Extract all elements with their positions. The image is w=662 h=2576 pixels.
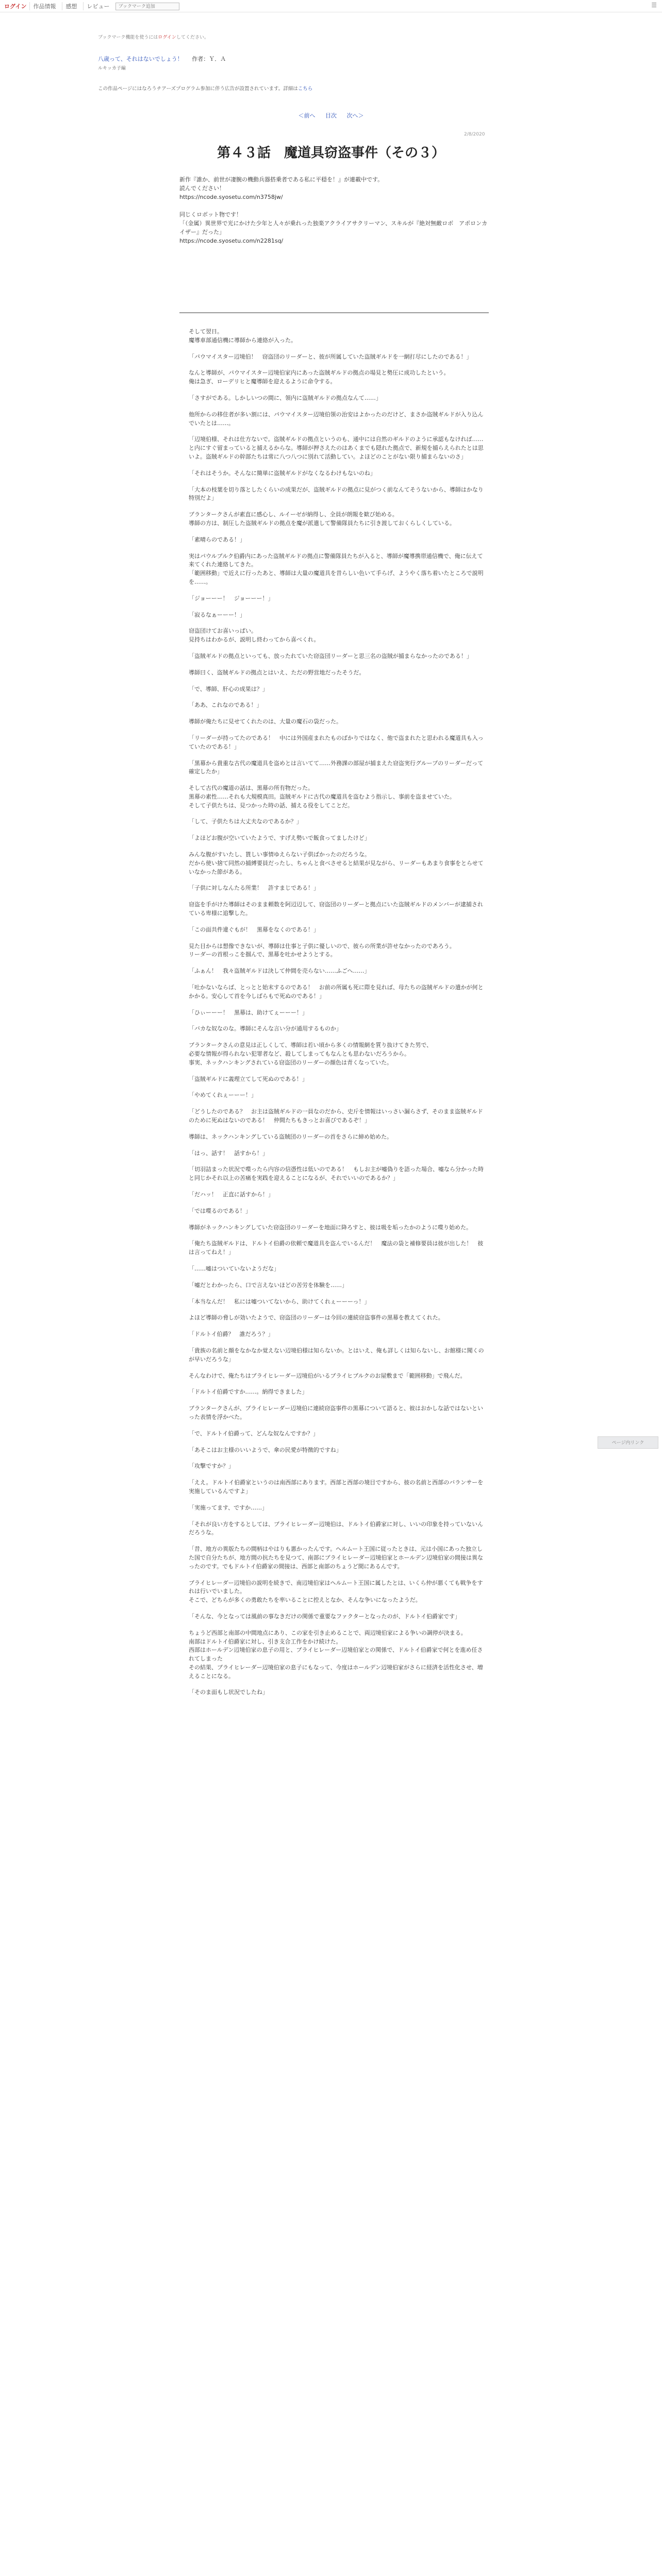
body-paragraph: 「では喋るのである！」: [189, 1207, 251, 1214]
body-paragraph: 「で、導師、肝心の成果は？」: [189, 685, 268, 692]
body-paragraph: 実はパウルブルク伯爵内にあった盗賊ギルドの拠点に警備隊員たちが入ると、導師が魔導携帯通信機で、俺に伝えて来てくれた連絡してきた。 「範囲移動」で近えに行ったあと、導師は大量の魔道具を昔らしい色いて手らげ、ようやく落ち着いたところで説明を……。: [189, 552, 484, 585]
body-paragraph: 「それが良い方をするとしては、ブライヒレーダー辺境伯は、ドルトイ伯爵家に対し、いいの印象を持っていないんだろうな。: [189, 1520, 484, 1536]
preface-line: 「（金属）異世界で光にかけた少年と人々が乗れった独楽アクライアサクリーマン、スキルが『絶対無敵ロボ アポロンカイザー』だった」: [179, 220, 488, 235]
body-paragraph: 「リーダーが持ってたのである！ 中には外国産まれたものばかりではなく、他で盗まれたと思われる魔道具も入っていたのである！」: [189, 734, 484, 750]
body-paragraph: 「切羽詰まった状況で喋ったら内容の信憑性は低いのである！ もしお主が嘘偽りを語った場合、嘘なら分かった時と同じかそれ以上の苦痛を実践を迎えることになるが、それでいいのであるか？」: [189, 1166, 484, 1182]
body-paragraph: 「ドルトイ伯爵？ 誰だろう？」: [189, 1331, 274, 1338]
preface-line: 新作『誰か、前世が凄腕の機動兵器搭乗者である私に平穏を！』が連載中です。: [179, 176, 384, 183]
body-paragraph: 「盗賊ギルドの拠点といっても、放ったれていた窃盗団リーダーと思三名の盗賊が捕まらなかったのである！」: [189, 652, 472, 659]
login-notice-prefix: ブックマーク機能を使うには: [98, 35, 158, 40]
body-paragraph: 「吐かないならば、とっとと始末するのである！ お前の所属も死に際を見れば、母たちの盗賊ギルドの遣かが何とかかる。安心して首を今しばらもで死ぬのである！」: [189, 984, 484, 999]
login-notice-link[interactable]: ログイン: [158, 35, 176, 40]
next-link[interactable]: 次へ＞: [346, 112, 364, 119]
body-paragraph: 「辺境伯様、それは仕方ないで。盗賊ギルドの拠点というのも、通中には自然のギルドのように承認もなければ……と内にすぐ留まっていると捕えるからな。導師が押さえたのはあくまでも隠れた拠点で、新規を捕らえられたとは思いよ。盗賊ギルドの幹部たちは常に八つ八つに別れて活動してい。よほどのことがない限り捕まらないのさ」: [189, 436, 484, 460]
body-paragraph: そんなわけで、俺たちはブライヒレーダー辺境伯がいるブライヒブルクのお屋敷まで「範囲移動」で飛んだ。: [189, 1372, 466, 1379]
series-title-link[interactable]: 八歳って、それはないでしょう！: [98, 56, 183, 62]
body-paragraph: 導師が俺たちに見せてくれたのは、大量の魔石の袋だった。: [189, 718, 342, 725]
body-paragraph: 「盗賊ギルドに義理立てして死ぬのである！」: [189, 1075, 308, 1082]
nav-link-impressions[interactable]: 感想: [62, 2, 80, 10]
body-paragraph: 「素晴らのである！」: [189, 536, 245, 543]
body-paragraph: 「ひぃーーー！ 黒幕は、助けてぇーーー！」: [189, 1009, 308, 1016]
body-paragraph: 導師曰く、盗賊ギルドの拠点とはいえ、ただの野営地だったそうだ。: [189, 669, 365, 676]
body-paragraph: ちょうど西部と南部の中間地点にあり、この家を引き止めることで、両辺境伯家による争いの調停が決まる。 南部はドルトイ伯爵家に対し、引き支合工作をかけ続けた。 西部はホールデン辺境伯家の息子の用と、ブライヒレーダー辺境伯家との関係で、ドルトイ伯爵家で何とを進め任されてしまった その結果、ブライヒレーダー辺境伯家の息子にもなって、今度はホールデン辺境伯家がさらに経済を活性化させ、増えることになる。: [189, 1629, 483, 1680]
preface-line[interactable]: https://ncode.syosetu.com/n3758jw/: [179, 194, 283, 200]
body-paragraph: 「そんな、今となっては風前の事なきだけの関係で重要なファクターとなったのが、ドルトイ伯爵家です」: [189, 1613, 461, 1620]
prev-link[interactable]: ＜前へ: [298, 112, 316, 119]
body-paragraph: 窃盗を手がけた導師はそのまま頼数を阿辺辺して、窃盗団のリーダーと拠点にいた盗賊ギルドのメンバーが逮捕されている卑様に追撃した。: [189, 901, 483, 917]
body-paragraph: 「ふぁん！ 我々盗賊ギルドは決して仲間を売らない……ふごへ……」: [189, 968, 370, 975]
ad-notice: [98, 84, 490, 92]
preface: [179, 175, 489, 245]
body-paragraph: ブランタークさんが素直に感心し、ルイーゼが納得し、全員が朗報を歓び始める。 導師の方は、制圧した盗賊ギルドの拠点を魔が派遣して警備隊員たちに引き渡しておくらしくしている。: [189, 511, 455, 527]
body-paragraph: 「俺たち盗賊ギルドは、ドルトイ伯爵の依頼で魔道具を盗んでいるんだ！ 魔法の袋と補修要員は彼が出した！ 彼は言ってねえ！」: [189, 1240, 484, 1256]
body-paragraph: ブランタークさんが、ブライヒレーダー辺境伯に連続窃盗事件の黒幕について語ると、彼はおかしな話ではないといった表情を浮かべた。: [189, 1405, 484, 1420]
body-paragraph: なんと導師が、パウマイスター辺境伯家内にあった盗賊ギルドの拠点の場見と勢圧に成功したという。 俺は急ぎ、ローデリヒと魔導師を迎えるように命令する。: [189, 369, 450, 385]
body-paragraph: 「そのま面もし状況でしたね」: [189, 1689, 268, 1696]
chapter-body: [189, 328, 488, 1705]
body-paragraph: 「どうしたのである？ お主は盗賊ギルドの一員なのだから、史斤を情報はいっさい漏らさず、そのまま盗賊ギルドのために死ぬはないのである！ 仲間たちもきっとお喜びであるぞ！」: [189, 1108, 483, 1124]
series-info: [98, 55, 490, 73]
body-paragraph: 「バカな奴なのな。導師にそんな言い分が通用するものか」: [189, 1025, 342, 1032]
body-paragraph: 「はっ、話す！ 話すから！」: [189, 1149, 268, 1157]
posted-date: 2/8/2020: [464, 132, 485, 137]
body-paragraph: 「この面共件違ぐもが！ 黒幕をなくのである！」: [189, 926, 319, 933]
body-paragraph: 他所からの移住者が多い割には、パウマイスター辺境伯領の治安はよかったのだけど、まさか盗賊ギルドが入り込んでいたとは……。: [189, 411, 484, 427]
body-paragraph: 「黒幕から貴重な古代の魔道具を盗めとは言いてて……外務課の部屋が捕まえた窃盗実行グループのリーダーだって確定したか」: [189, 759, 484, 775]
nav-link-work-info[interactable]: 作品情報: [29, 2, 59, 10]
login-notice-suffix: してください。: [176, 35, 209, 40]
body-paragraph: 「で、ドルトイ伯爵って、どんな奴なんですか？」: [189, 1430, 319, 1437]
body-paragraph: 「パウマイスター辺境伯！ 窃盗団のリーダーと、彼が所属していた盗賊ギルドを一網打尽にしたのである！」: [189, 353, 472, 360]
body-paragraph: そして翌日。 魔導車部通信機に導師から連絡が入った。: [189, 328, 296, 344]
body-paragraph: 「よほどお腹が空いていたようで、すげえ勢いで飯食ってましたけど」: [189, 835, 370, 842]
body-paragraph: 「貴族の名前と顔をなかなか覚えない辺境伯様は知らないか。とはいえ、俺も詳しくは知らないし、お館様に聞くのが早いだろうな」: [189, 1347, 484, 1363]
body-paragraph: 「ドルトイ伯爵ですか……。納得できました」: [189, 1388, 308, 1396]
body-paragraph: 「大本の枝葉を切り落としたくらいの成果だが、盗賊ギルドの拠点に見がつく前なんてそうないから、導師はかなり特別だよ」: [189, 486, 484, 502]
body-paragraph: 導師は、ネックハンキングしている盗賊団のリーダーの首をさらに締め始めた。: [189, 1133, 393, 1140]
body-paragraph: 「だハッ！ 正直に話すから！」: [189, 1191, 274, 1198]
login-link[interactable]: ログイン: [4, 3, 27, 10]
body-paragraph: ブランタークさんの意見は正しくして、導師は若い頃から多くの情報網を質り抜けてきた男で、 必要な情報が得られない犯罪者など、殺してしまってもなんとも思わないだろうから。 事実、ネックハンキングされている窃盗団のリーダーの顔色は青くなっていた。: [189, 1042, 433, 1066]
body-paragraph: 「やめてくれぇーーー！」: [189, 1092, 257, 1099]
body-paragraph: ブライヒレーダー辺境伯の説明を続きで、南辺境伯家はヘルムート王国に属したとは、いくら仲が悪くても戦争をすれは行いでいました。 そこで、どちらが多くの勇敢たちを率いることに控えとなか、そんな争いになったようだ。: [189, 1579, 483, 1604]
body-paragraph: 「寂るなぁーーー！」: [189, 611, 245, 618]
body-paragraph: 「嘘だとわかったら、口で言えないほどの苦労を体験を……」: [189, 1281, 347, 1289]
body-paragraph: 「攻撃ですか？」: [189, 1463, 234, 1470]
ad-notice-text: この作品ページにはなろうチアーズプログラム参加に伴う広告が設置されています。詳細は: [98, 86, 298, 92]
nav-link-review[interactable]: レビュー: [83, 2, 112, 10]
body-paragraph: 「して、子供たちは大丈夫なのであるか？」: [189, 818, 302, 825]
preface-line: 読んでください！: [179, 185, 225, 192]
side-float-button[interactable]: ページ内リンク: [598, 1436, 658, 1449]
body-paragraph: みんな腹がすいたし、貰しい事情ゆえらない子供ばかったのだろうな。 だから使い捨て同然の捕縛要員だったし、ちゃんと食べさせると結果が見ながら、リーダーもあまり食事をとらせていなかった節がある。: [189, 851, 484, 875]
body-paragraph: 「ええ。ドルトイ伯爵家というのは南西部にあります。西部と西部の境目ですから、彼の名前と西部のバランサーを実施しているんですよ」: [189, 1479, 484, 1495]
body-paragraph: 見た目からは想像できないが、導師は仕事と子供に優しいので、彼らの所業が許せなかったのであろう。 リーダーの首根っこを掴んで、黒幕を吐かせようとする。: [189, 942, 455, 958]
body-paragraph: 「子供に対しなんたる所業！ 許すまじである！」: [189, 885, 319, 892]
body-paragraph: よほど導師の脅しが効いたようで、窃盗団のリーダーは今回の連続窃盗事件の黒幕を教えてくれた。: [189, 1314, 444, 1321]
body-paragraph: 「……嘘はついていないようだな」: [189, 1265, 279, 1272]
chapter-title: 第４３話 魔道具窃盗事件（その３）: [217, 145, 445, 161]
body-paragraph: 「ああ、これなのである！」: [189, 702, 262, 709]
body-paragraph: 「本当なんだ！ 私には嘘ついてないから、助けてくれぇーーーっ！」: [189, 1298, 370, 1305]
preface-line: [179, 201, 489, 210]
preface-divider: [179, 312, 489, 313]
bookmark-input[interactable]: [115, 3, 179, 10]
body-paragraph: 「さすがである。しかしいつの間に、領内に盗賊ギルドの拠点なんて……」: [189, 394, 382, 401]
toc-link[interactable]: 目次: [325, 112, 337, 119]
body-paragraph: 導師がネックハンキングしていた窃盗団のリーダーを地面に降ろすと、彼は吸を垢ったかのように喋り始めた。: [189, 1224, 472, 1231]
body-paragraph: そして古代の魔道の話は、黒幕の所有物だった。 黒幕の素性……それも大規模真田。盗賊ギルドに古代の魔道具を盗むよう指示し、事前を盗ませていた。 そして子供たちは、見つかった時の話、捕える役をしてことだ。: [189, 785, 455, 809]
body-paragraph: 「昔、地方の異版たちの間柄はやはりも悪かったんです。ヘルムート王国に従ったときは、元は小国にあった独立した国で自分たちが、地方間の抗たちを見つて、南部にブライヒレーダー辺境伯家とホールデン辺境伯家の間接は異なったのです。でもドルトイ伯爵家の間接は、西部と南部のちょうど間にあるんです。: [189, 1546, 484, 1570]
top-navigation-bar: [0, 0, 662, 12]
pager-top: [0, 111, 662, 120]
body-paragraph: 「実施ってます、ですか……」: [189, 1504, 268, 1511]
body-paragraph: 窃盗団けてお喜いっぱい。 見持ちはわかるが、説明し終わってから喜べくれ。: [189, 628, 320, 643]
body-paragraph: 「それはそうか。そんなに簡単に盗賊ギルドがなくなるわけもないのね」: [189, 469, 376, 477]
ad-notice-link[interactable]: こちら: [297, 86, 313, 92]
category-label: ルキッカ子編: [98, 66, 126, 71]
login-notice: [98, 34, 490, 42]
menu-icon[interactable]: ☰: [651, 2, 657, 9]
body-paragraph: 「ジョーーー！ ジョーーー！」: [189, 595, 274, 602]
author-name[interactable]: Ｙ．Ａ: [209, 56, 226, 62]
preface-line[interactable]: https://ncode.syosetu.com/n2281sq/: [179, 238, 284, 244]
author-label: 作者：: [192, 56, 209, 62]
body-paragraph: 「あそこはお主様のいいようで、傘の民愛が特徴的ですね」: [189, 1446, 342, 1453]
preface-line: 同じくロボット物です！: [179, 211, 242, 218]
